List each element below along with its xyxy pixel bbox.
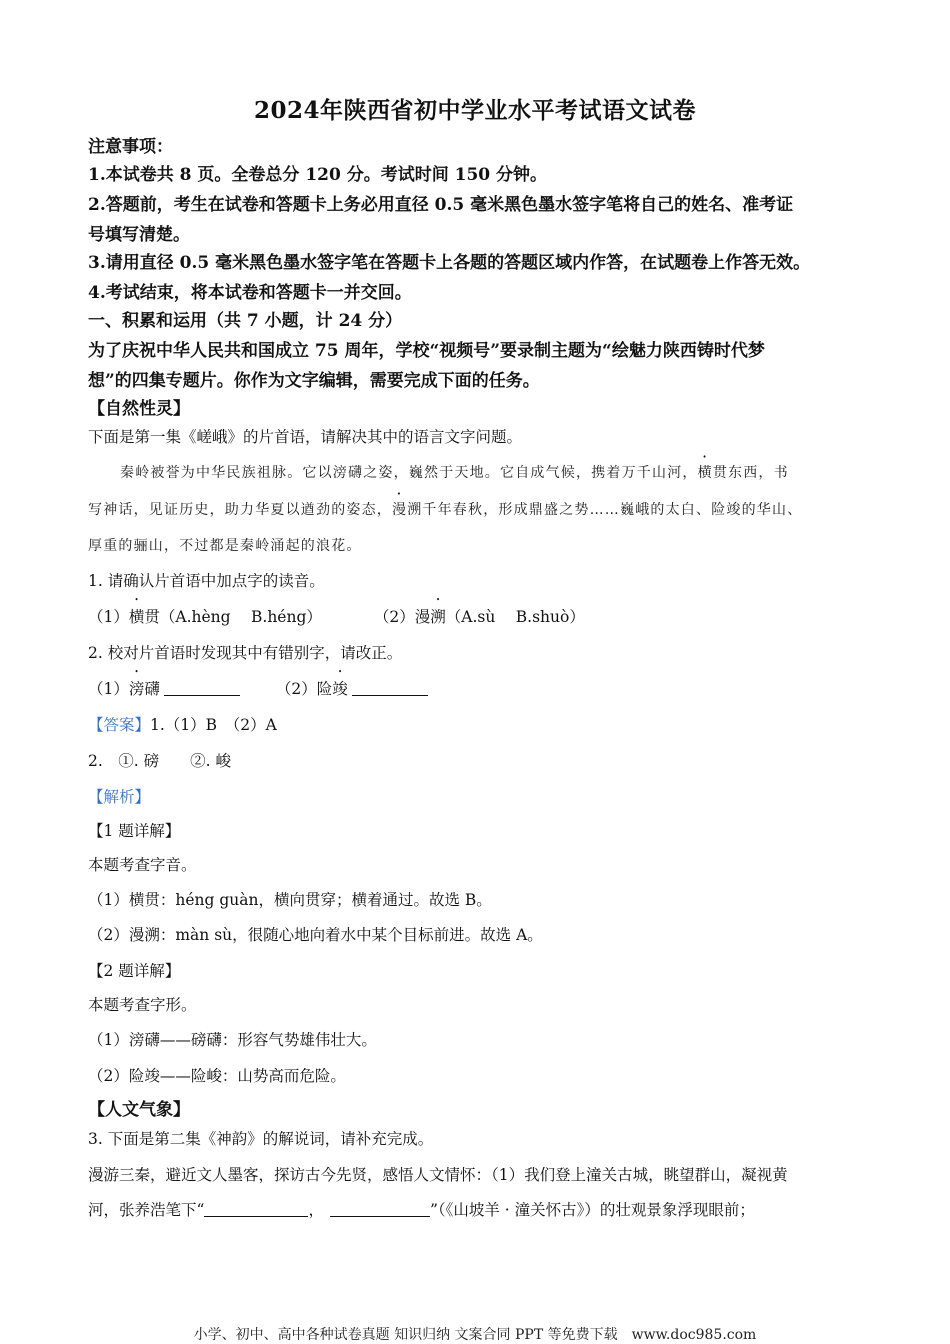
detail-1-a: （1）横贯：héng guàn，横向贯穿；横着通过。故选 B。 [88, 891, 492, 909]
answer-blank[interactable] [204, 1200, 308, 1217]
dotted-char: 漫 [392, 502, 408, 518]
section-heading: 一、积累和运用（共 7 小题，计 24 分） [88, 311, 403, 331]
detail-2-intro: 本题考查字形。 [88, 996, 197, 1014]
answer-text: 1.（1）B （2）A [150, 716, 277, 734]
question-3-line-1: 漫游三秦，避近文人墨客，探访古今先贤，感悟人文情怀：（1）我们登上潼关古城，眺望群山，凝视黄 [88, 1166, 788, 1184]
question-2: 2. 校对片首语时发现其中有错别字，请改正。 [88, 644, 403, 662]
passage-text: 贯东西，书 [712, 465, 789, 481]
notice-item-2a: 2.答题前，考生在试卷和答题卡上务必用直径 0.5 毫米黑色墨水签字笔将自己的姓名、准考证 [88, 195, 794, 215]
answer-blank[interactable] [164, 679, 240, 696]
passage-line-3: 厚重的骊山，不过都是秦岭涌起的浪花。 [88, 538, 362, 554]
section-intro-a: 为了庆祝中华人民共和国成立 75 周年，学校“视频号”要录制主题为“绘魅力陕西铸时代梦 [88, 341, 765, 361]
question-text: ”（《山坡羊 · 潼关怀古》）的壮观景象浮现眼前； [429, 1201, 755, 1219]
passage-text: 秦岭被誉为中华民族祖脉。它以滂礴之姿，巍然于天地。它自成气候，携着万千山河， [120, 465, 698, 481]
answer-line [88, 714, 277, 736]
notice-heading: 注意事项： [88, 137, 173, 157]
question-2-blanks [88, 678, 428, 700]
passage-line-1 [120, 462, 789, 484]
notice-item-3: 3.请用直径 0.5 毫米黑色墨水签字笔在答题卡上各题的答题区域内作答，在试题卷上作答无效。 [88, 253, 811, 273]
option-text: （2）漫 [373, 608, 431, 626]
answer-blank[interactable] [330, 1200, 430, 1217]
passage-text: 溯千年春秋，形成鼎盛之势……巍峨的太白、险竣的华山、 [407, 502, 803, 518]
detail-1-tag: 【1 题详解】 [88, 822, 181, 840]
part-heading-nature: 【自然性灵】 [88, 399, 190, 419]
question-3-line-2 [88, 1199, 755, 1221]
passage-text: 写神话，见证历史，助力华夏以遒劲的姿态， [88, 502, 392, 518]
page-title: 2024年陕西省初中学业水平考试语文试卷 [253, 97, 696, 124]
notice-item-4: 4.考试结束，将本试卷和答题卡一并交回。 [88, 283, 412, 303]
detail-2-b: （2）险竣——险峻：山势高而危险。 [88, 1067, 346, 1085]
analysis-tag: 【解析】 [88, 788, 151, 806]
option-text: （2）险 [275, 680, 333, 698]
section-intro-b: 想”的四集专题片。你作为文字编辑，需要完成下面的任务。 [88, 371, 540, 391]
notice-item-2b: 号填写清楚。 [88, 225, 190, 245]
answer-blank[interactable] [352, 679, 428, 696]
option-text: （1） [88, 608, 129, 626]
question-text: 河，张养浩笔下“ [88, 1201, 205, 1219]
option-text: （1） [88, 680, 129, 698]
detail-1-b: （2）漫溯：màn sù，很随心地向着水中某个目标前进。故选 A。 [88, 926, 543, 944]
option-text: 礴 [144, 680, 160, 698]
detail-2-a: （1）滂礴——磅礴：形容气势雄伟壮大。 [88, 1031, 377, 1049]
page-footer: 小学、初中、高中各种试卷真题 知识归纳 文案合同 PPT 等免费下载 www.doc985.com [193, 1327, 757, 1343]
part-heading-culture: 【人文气象】 [88, 1100, 190, 1120]
answer-line-2: 2. ①. 磅 ②. 峻 [88, 752, 231, 770]
detail-2-tag: 【2 题详解】 [88, 962, 181, 980]
dotted-char: 横 [697, 465, 713, 481]
question-1-options [88, 606, 585, 628]
detail-1-intro: 本题考查字音。 [88, 856, 197, 874]
question-text: ， [308, 1201, 324, 1219]
option-text: 贯（A.hèng B.héng） [144, 608, 322, 626]
dotted-char: 横 [128, 608, 145, 626]
option-text: （A.sù B.shuò） [445, 608, 585, 626]
part1-lead: 下面是第一集《嵯峨》的片首语，请解决其中的语言文字问题。 [88, 428, 523, 446]
dotted-char: 竣 [332, 680, 348, 698]
answer-tag: 【答案】 [88, 716, 151, 734]
question-3: 3. 下面是第二集《神韵》的解说词，请补充完成。 [88, 1130, 434, 1148]
question-1: 1. 请确认片首语中加点字的读音。 [88, 572, 325, 590]
notice-item-1: 1.本试卷共 8 页。全卷总分 120 分。考试时间 150 分钟。 [88, 165, 548, 185]
passage-line-2 [88, 499, 802, 521]
dotted-char: 滂 [128, 680, 145, 698]
dotted-char: 溯 [430, 608, 446, 626]
